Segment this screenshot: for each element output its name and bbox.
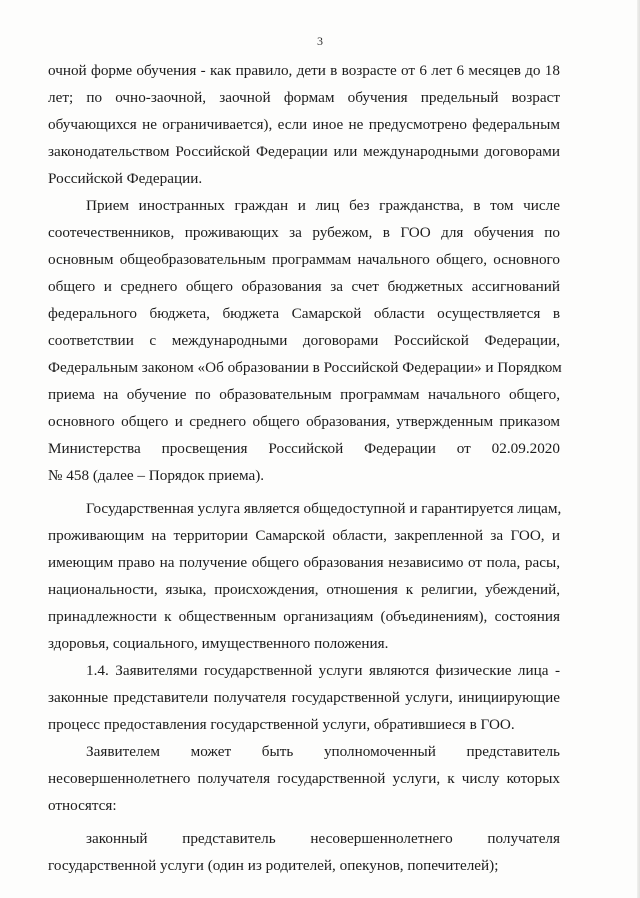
text-line: имеющим право на получение общего образования независимо от пола, расы,: [48, 554, 560, 571]
text-line: законный представитель несовершеннолетнего получателя: [86, 830, 560, 847]
text-line: федерального бюджета, бюджета Самарской области осуществляется в: [48, 305, 560, 322]
text-line: очной форме обучения - как правило, дети в возрасте от 6 лет 6 месяцев до 18: [48, 62, 560, 79]
text-line: соответствии с международными договорами Российской Федерации,: [48, 332, 560, 349]
text-line: национальности, языка, происхождения, отношения к религии, убеждений,: [48, 581, 560, 598]
text-line: относятся:: [48, 797, 117, 814]
text-line: соотечественников, проживающих за рубежом, в ГОО для обучения по: [48, 224, 560, 241]
text-line: 1.4. Заявителями государственной услуги являются физические лица -: [86, 662, 560, 679]
text-line: процесс предоставления государственной услуги, обратившиеся в ГОО.: [48, 716, 515, 733]
text-line: Государственная услуга является общедоступной и гарантируется лицам,: [86, 500, 562, 517]
text-line: законные представители получателя государственной услуги, инициирующие: [48, 689, 560, 706]
text-line: общего и среднего общего образования за счет бюджетных ассигнований: [48, 278, 560, 295]
text-line: здоровья, социального, имущественного положения.: [48, 635, 389, 652]
text-line: приема на обучение по образовательным программам начального общего,: [48, 386, 560, 403]
text-line: несовершеннолетнего получателя государственной услуги, к числу которых: [48, 770, 560, 787]
text-line: Министерства просвещения Российской Федерации от 02.09.2020: [48, 440, 560, 457]
text-line: проживающим на территории Самарской области, закрепленной за ГОО, и: [48, 527, 560, 544]
text-line: основным общеобразовательным программам начального общего, основного: [48, 251, 560, 268]
text-line: Федеральным законом «Об образовании в Российской Федерации» и Порядком: [48, 359, 562, 376]
text-line: государственной услуги (один из родителей, опекунов, попечителей);: [48, 857, 499, 874]
text-line: обучающихся не ограничивается), если иное не предусмотрено федеральным: [48, 116, 560, 133]
page-number: 3: [317, 34, 323, 48]
text-line: Заявителем может быть уполномоченный представитель: [86, 743, 560, 760]
text-line: принадлежности к общественным организациям (объединениям), состояния: [48, 608, 560, 625]
text-line: лет; по очно-заочной, заочной формам обучения предельный возраст: [48, 89, 560, 106]
text-line: Прием иностранных граждан и лиц без гражданства, в том числе: [86, 197, 560, 214]
text-line: законодательством Российской Федерации или международными договорами: [48, 143, 560, 160]
text-line: № 458 (далее – Порядок приема).: [48, 467, 265, 484]
text-line: Российской Федерации.: [48, 170, 203, 187]
text-line: основного общего и среднего общего образования, утвержденным приказом: [48, 413, 560, 430]
